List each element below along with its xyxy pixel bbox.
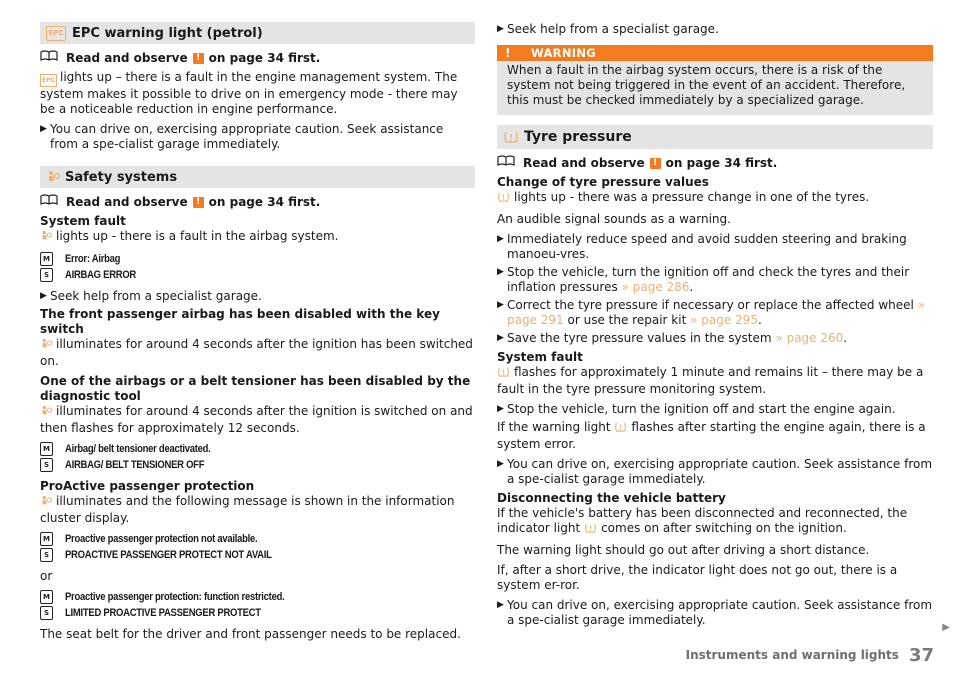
key-switch-text [40, 337, 475, 369]
safety-section-header [40, 166, 475, 188]
proactive-heading: ProActive passenger protection [40, 479, 255, 493]
epc-section-header [40, 22, 475, 44]
battery-post: comes on after switching on the ignition. [601, 521, 847, 535]
epc-body-text: lights up – there is a fault in the engine management system. The system makes it possible to drive on in emergency mode - there may be a noticeable reduction in engine performance. [40, 70, 458, 116]
change-desc: lights up - there was a pressure change in one of the tyres. [514, 190, 870, 204]
s-badge: S [40, 268, 53, 282]
or-label: or [40, 569, 53, 583]
diag-messages [40, 441, 475, 473]
read-suffix: on page 34 first. [665, 155, 778, 170]
tyre-section-title: Tyre pressure [524, 128, 632, 145]
drive-bullet [497, 457, 933, 487]
battery-heading: Disconnecting the vehicle battery [497, 491, 726, 505]
bullet-arrow-icon: ▶ [497, 267, 504, 277]
proactive-text [40, 494, 475, 526]
warning-text: When a fault in the airbag system occurs, there is a risk of the system not being triggered in the event of an accident. Therefore, this must be checked immediately by a specialized garage. [507, 63, 906, 107]
key-switch-desc: illuminates for around 4 seconds after the ignition has been switched on. [40, 337, 473, 368]
safety-read-observe [40, 194, 475, 210]
system-fault-heading: System fault [40, 214, 126, 228]
message-row [40, 531, 475, 547]
tyre-read-observe [497, 155, 933, 171]
change-text [497, 190, 933, 207]
bullet-arrow-icon: ▶ [497, 404, 504, 414]
bullet-arrow-icon: ▶ [497, 333, 504, 343]
m-badge: M [40, 252, 53, 266]
message-row [40, 605, 475, 621]
read-prefix: Read and observe [66, 194, 188, 209]
bullet-arrow-icon: ▶ [497, 24, 504, 34]
tyre-fault-bullet-text: Stop the vehicle, turn the ignition off and start the engine again. [507, 402, 896, 416]
tyre-bullet-4: ▶ Save the tyre pressure values in the system » page 260. [497, 331, 848, 345]
tyre-bullet-1-text: Immediately reduce speed and avoid sudden steering and braking manoeu-vres. [507, 232, 907, 261]
book-icon [497, 155, 515, 171]
if-warning-text [497, 420, 933, 452]
belt-note: The seat belt for the driver and front passenger needs to be replaced. [40, 627, 461, 641]
message-text: Error: Airbag [65, 252, 121, 265]
diag-desc: illuminates for around 4 seconds after the ignition is switched on and then flashes for approximately 12 seconds. [40, 404, 473, 435]
tyre-bullet-3-mid: or use the repair kit [567, 313, 687, 327]
right-column [497, 0, 933, 631]
diag-text [40, 404, 475, 436]
message-row [40, 457, 475, 473]
read-suffix: on page 34 first. [208, 50, 321, 65]
epc-warning-icon: EPC [46, 26, 66, 41]
proactive-messages [40, 531, 475, 563]
page-number: 37 [908, 645, 934, 666]
battery-text [497, 506, 933, 538]
s-badge: S [40, 606, 53, 620]
airbag-light-icon [40, 405, 52, 421]
warning-header [497, 45, 933, 61]
if-after-text: If, after a short drive, the indicator light does not go out, there is a system er-ror. [497, 563, 898, 592]
bullet-arrow-icon: ▶ [497, 600, 504, 610]
read-prefix: Read and observe [523, 155, 645, 170]
tyre-pressure-icon [503, 130, 519, 144]
book-icon [40, 194, 58, 210]
page-link[interactable]: » page 291 [507, 298, 926, 327]
change-heading: Change of tyre pressure values [497, 175, 709, 189]
proactive-desc: illuminates and the following message is shown in the information cluster display. [40, 494, 455, 525]
m-badge: M [40, 442, 53, 456]
if-warning-pre: If the warning light [497, 420, 611, 434]
message-text: PROACTIVE PASSENGER PROTECT NOT AVAIL [65, 548, 272, 561]
message-text: AIRBAG/ BELT TENSIONER OFF [65, 458, 205, 471]
airbag-light-icon [40, 230, 52, 246]
audible-text: An audible signal sounds as a warning. [497, 212, 731, 226]
tyre-fault-text [497, 365, 933, 397]
message-row [40, 589, 475, 605]
message-text: Proactive passenger protection not available. [65, 532, 258, 545]
message-text: AIRBAG ERROR [65, 268, 137, 281]
s-badge: S [40, 458, 53, 472]
battery-pre: If the vehicle's battery has been disconnected and reconnected, the indicator light [497, 506, 908, 535]
key-switch-heading: The front passenger airbag has been disabled with the key switch [40, 307, 440, 336]
message-text: Proactive passenger protection: function restricted. [65, 590, 285, 603]
warning-square-icon: ! [650, 158, 661, 169]
drive-bullet-2 [497, 598, 933, 628]
tyre-bullet-2-text: Stop the vehicle, turn the ignition off and check the tyres and their inflation pressures [507, 265, 910, 294]
tyre-fault-desc: flashes for approximately 1 minute and remains lit – there may be a fault in the tyre pressure monitoring system. [497, 365, 924, 396]
page-link[interactable]: » page 295 [690, 313, 758, 327]
message-row [40, 267, 475, 283]
s-badge: S [40, 548, 53, 562]
continue-arrow-icon: ▶ [942, 622, 950, 633]
read-suffix: on page 34 first. [208, 194, 321, 209]
epc-read-observe [40, 50, 475, 66]
if-warning-post: flashes after starting the engine again, there is a system error. [497, 420, 926, 451]
goes-out-text: The warning light should go out after driving a short distance. [497, 543, 870, 557]
fault-messages [40, 251, 475, 283]
drive-bullet-2-text: You can drive on, exercising appropriate caution. Seek assistance from a spe-cialist garage immediately. [507, 598, 933, 627]
airbag-light-icon [40, 495, 52, 511]
page-link[interactable]: » page 260 [775, 331, 844, 345]
warning-square-icon: ! [193, 53, 204, 64]
tyre-fault-bullet [497, 402, 933, 417]
system-fault-text [40, 229, 475, 246]
page-link[interactable]: » page 286 [621, 280, 690, 294]
epc-bullet [40, 122, 475, 152]
tyre-light-icon [614, 421, 627, 437]
tyre-fault-heading: System fault [497, 350, 583, 364]
tyre-section-header [497, 125, 933, 149]
message-row [40, 441, 475, 457]
bullet-arrow-icon: ▶ [40, 124, 47, 134]
m-badge: M [40, 590, 53, 604]
message-text: LIMITED PROACTIVE PASSENGER PROTECT [65, 606, 261, 619]
tyre-light-icon [584, 522, 597, 538]
footer-label: Instruments and warning lights [685, 648, 899, 662]
safety-section-title: Safety systems [65, 169, 178, 185]
fault-bullet [40, 289, 475, 304]
read-prefix: Read and observe [66, 50, 188, 65]
tyre-bullet-3-text: Correct the tyre pressure if necessary or replace the affected wheel [507, 298, 914, 312]
epc-body [40, 70, 475, 117]
exclamation-icon: ! [505, 45, 511, 60]
m-badge: M [40, 532, 53, 546]
top-bullet [497, 22, 933, 37]
epc-inline-icon: EPC [40, 74, 57, 87]
diag-heading: One of the airbags or a belt tensioner has been disabled by the diagnostic tool [40, 374, 471, 403]
message-text: Airbag/ belt tensioner deactivated. [65, 442, 211, 455]
bullet-arrow-icon: ▶ [497, 300, 504, 310]
top-bullet-text: Seek help from a specialist garage. [507, 22, 719, 36]
epc-bullet-text: You can drive on, exercising appropriate caution. Seek assistance from a spe-cialist garage immediately. [50, 122, 444, 151]
limited-messages [40, 589, 475, 621]
left-column [40, 0, 475, 647]
warning-box [497, 45, 933, 115]
bullet-arrow-icon: ▶ [40, 291, 47, 301]
drive-bullet-text: You can drive on, exercising appropriate caution. Seek assistance from a spe-cialist garage immediately. [507, 457, 933, 486]
tyre-bullet-4-text: Save the tyre pressure values in the system [507, 331, 772, 345]
system-fault-desc: lights up - there is a fault in the airbag system. [56, 229, 339, 243]
page-footer [685, 645, 934, 666]
tyre-bullet-2: ▶ Stop the vehicle, turn the ignition off and check the tyres and their inflation pressures » page 286. [497, 265, 910, 294]
tyre-light-icon [497, 366, 510, 382]
message-row [40, 547, 475, 563]
message-row [40, 251, 475, 267]
bullet-arrow-icon: ▶ [497, 234, 504, 244]
epc-section-title: EPC warning light (petrol) [72, 25, 263, 41]
airbag-icon [46, 170, 60, 184]
warning-square-icon: ! [193, 197, 204, 208]
airbag-light-icon [40, 338, 52, 354]
fault-bullet-text: Seek help from a specialist garage. [50, 289, 262, 303]
bullet-arrow-icon: ▶ [497, 459, 504, 469]
tyre-bullet-3: ▶ Correct the tyre pressure if necessary or replace the affected wheel » page 291 or use the repair kit » page 295. [497, 298, 926, 327]
tyre-light-icon [497, 191, 510, 207]
book-icon [40, 50, 58, 66]
warning-label: WARNING [531, 45, 596, 60]
tyre-bullet-1 [497, 232, 933, 262]
